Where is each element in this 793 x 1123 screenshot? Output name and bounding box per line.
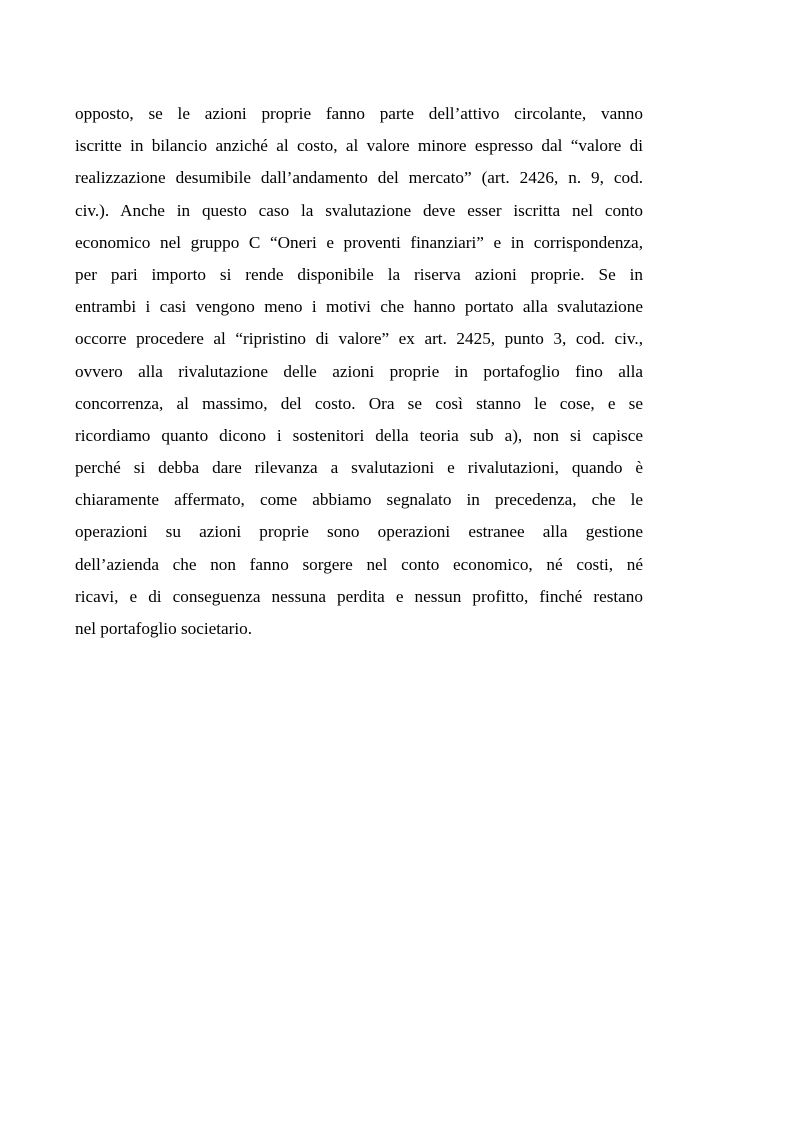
text-line: iscritte in bilancio anziché al costo, al valore minore espresso dal “valore di [75, 136, 643, 156]
text-line: ricavi, e di conseguenza nessuna perdita e nessun profitto, finché restano [75, 586, 643, 606]
text-line: occorre procedere al “ripristino di valore” ex art. 2425, punto 3, cod. civ., [75, 329, 643, 349]
text-line: economico nel gruppo C “Oneri e proventi finanziari” e in corrispondenza, [75, 232, 643, 252]
body-paragraph [75, 98, 643, 645]
text-line: civ.). Anche in questo caso la svalutazione deve esser iscritta nel conto [75, 200, 643, 220]
text-line: dell’azienda che non fanno sorgere nel conto economico, né costi, né [75, 554, 643, 574]
text-line: perché si debba dare rilevanza a svalutazioni e rivalutazioni, quando è [75, 458, 643, 478]
text-line: chiaramente affermato, come abbiamo segnalato in precedenza, che le [75, 490, 643, 510]
text-line: per pari importo si rende disponibile la riserva azioni proprie. Se in [75, 264, 643, 284]
text-line: opposto, se le azioni proprie fanno parte dell’attivo circolante, vanno [75, 104, 643, 123]
text-line-last: nel portafoglio societario. [75, 619, 253, 638]
text-line: entrambi i casi vengono meno i motivi che hanno portato alla svalutazione [75, 297, 643, 317]
text-line: operazioni su azioni proprie sono operazioni estranee alla gestione [75, 522, 643, 542]
text-line: ricordiamo quanto dicono i sostenitori della teoria sub a), non si capisce [75, 425, 643, 445]
text-line: concorrenza, al massimo, del costo. Ora se così stanno le cose, e se [75, 393, 643, 413]
text-line: ovvero alla rivalutazione delle azioni proprie in portafoglio fino alla [75, 361, 643, 381]
text-line: realizzazione desumibile dall’andamento del mercato” (art. 2426, n. 9, cod. [75, 168, 643, 188]
